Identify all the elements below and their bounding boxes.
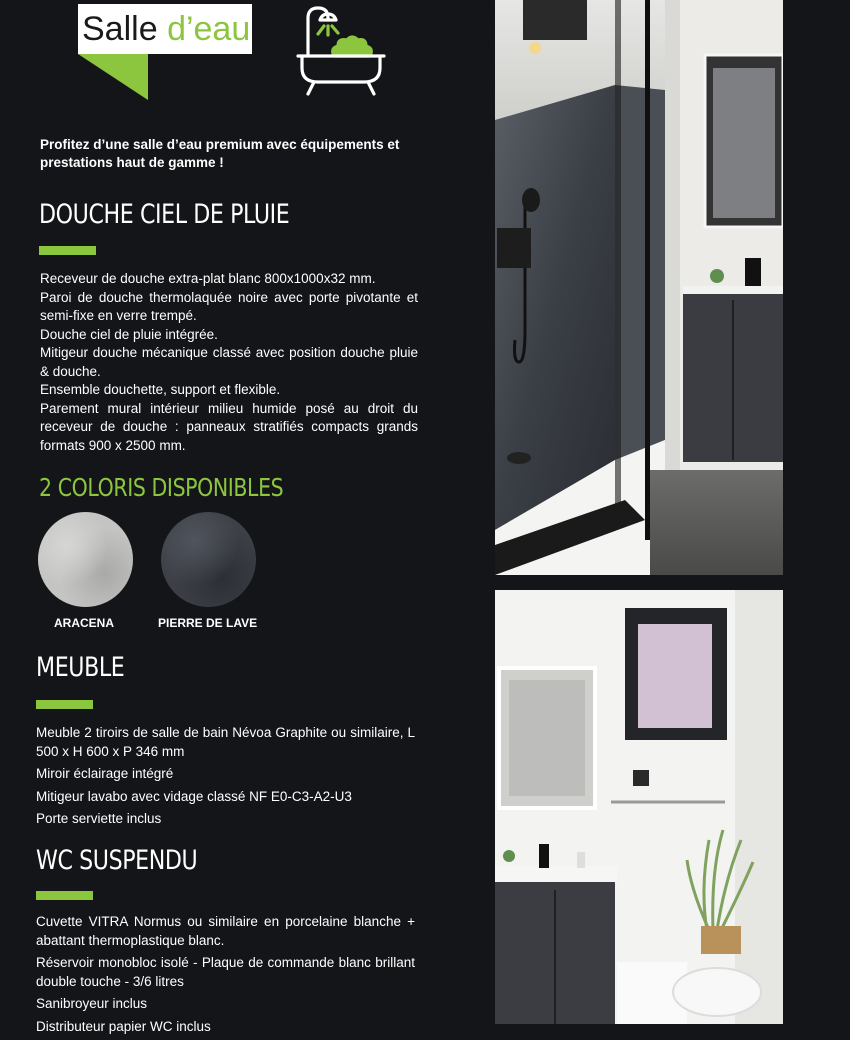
douche-line: Douche ciel de pluie intégrée. (40, 326, 218, 342)
bathtub-shower-icon (294, 4, 388, 96)
douche-line: Receveur de douche extra-plat blanc 800x1000x32 mm. (40, 271, 376, 286)
swatch-label-pierre-de-lave: PIERRE DE LAVE (158, 616, 258, 630)
wc-accent-bar (36, 891, 93, 900)
washbasin-photo (495, 590, 783, 1024)
wc-line: Cuvette VITRA Normus ou similaire en porcelaine blanche + abattant thermoplastique blanc. (36, 914, 415, 948)
douche-line: Ensemble douchette, support et flexible. (40, 382, 281, 397)
wc-line: Sanibroyeur inclus (36, 996, 148, 1011)
swatch-pierre-de-lave (161, 512, 256, 607)
wc-line: Réservoir monobloc isolé - Plaque de commande blanc brillant double touche - 3/6 litres (36, 955, 415, 989)
logo-text-part1: Salle (82, 10, 168, 48)
intro-text: Profitez d’une salle d’eau premium avec équipements et prestations haut de gamme ! (40, 137, 400, 170)
swatch-aracena (38, 512, 133, 607)
swatch-label-aracena: ARACENA (54, 616, 114, 630)
meuble-line: Meuble 2 tiroirs de salle de bain Névoa Graphite ou similaire, L 500 x H 600 x P 346 mm (36, 725, 415, 759)
logo-text-part2: d’eau (167, 10, 251, 48)
meuble-line: Miroir éclairage intégré (36, 766, 174, 781)
douche-accent-bar (39, 246, 96, 255)
meuble-accent-bar (36, 700, 93, 709)
douche-title: DOUCHE CIEL DE PLUIE (39, 199, 290, 230)
douche-line: Paroi de douche thermolaquée noire avec porte pivotante et semi-fixe en verre trempé. (40, 289, 418, 323)
meuble-line: Mitigeur lavabo avec vidage classé NF E0-C3-A2-U3 (36, 788, 352, 804)
shower-photo (495, 0, 783, 575)
wc-line: Distributeur papier WC inclus (36, 1018, 211, 1034)
meuble-line: Porte serviette inclus (36, 811, 162, 826)
wc-title: WC SUSPENDU (36, 845, 198, 876)
meuble-title: MEUBLE (36, 652, 125, 683)
douche-line: Mitigeur douche mécanique classé avec position douche pluie & douche. (40, 345, 418, 379)
douche-line: Parement mural intérieur milieu humide posé au droit du receveur de douche : panneaux stratifiés compacts grands formats 900 x 2500 mm. (40, 400, 418, 453)
logo (78, 4, 252, 54)
coloris-title: 2 COLORIS DISPONIBLES (39, 473, 284, 502)
douche-description (40, 270, 418, 455)
wc-description (36, 913, 415, 1040)
logo-triangle (78, 54, 148, 100)
meuble-description (36, 724, 415, 833)
